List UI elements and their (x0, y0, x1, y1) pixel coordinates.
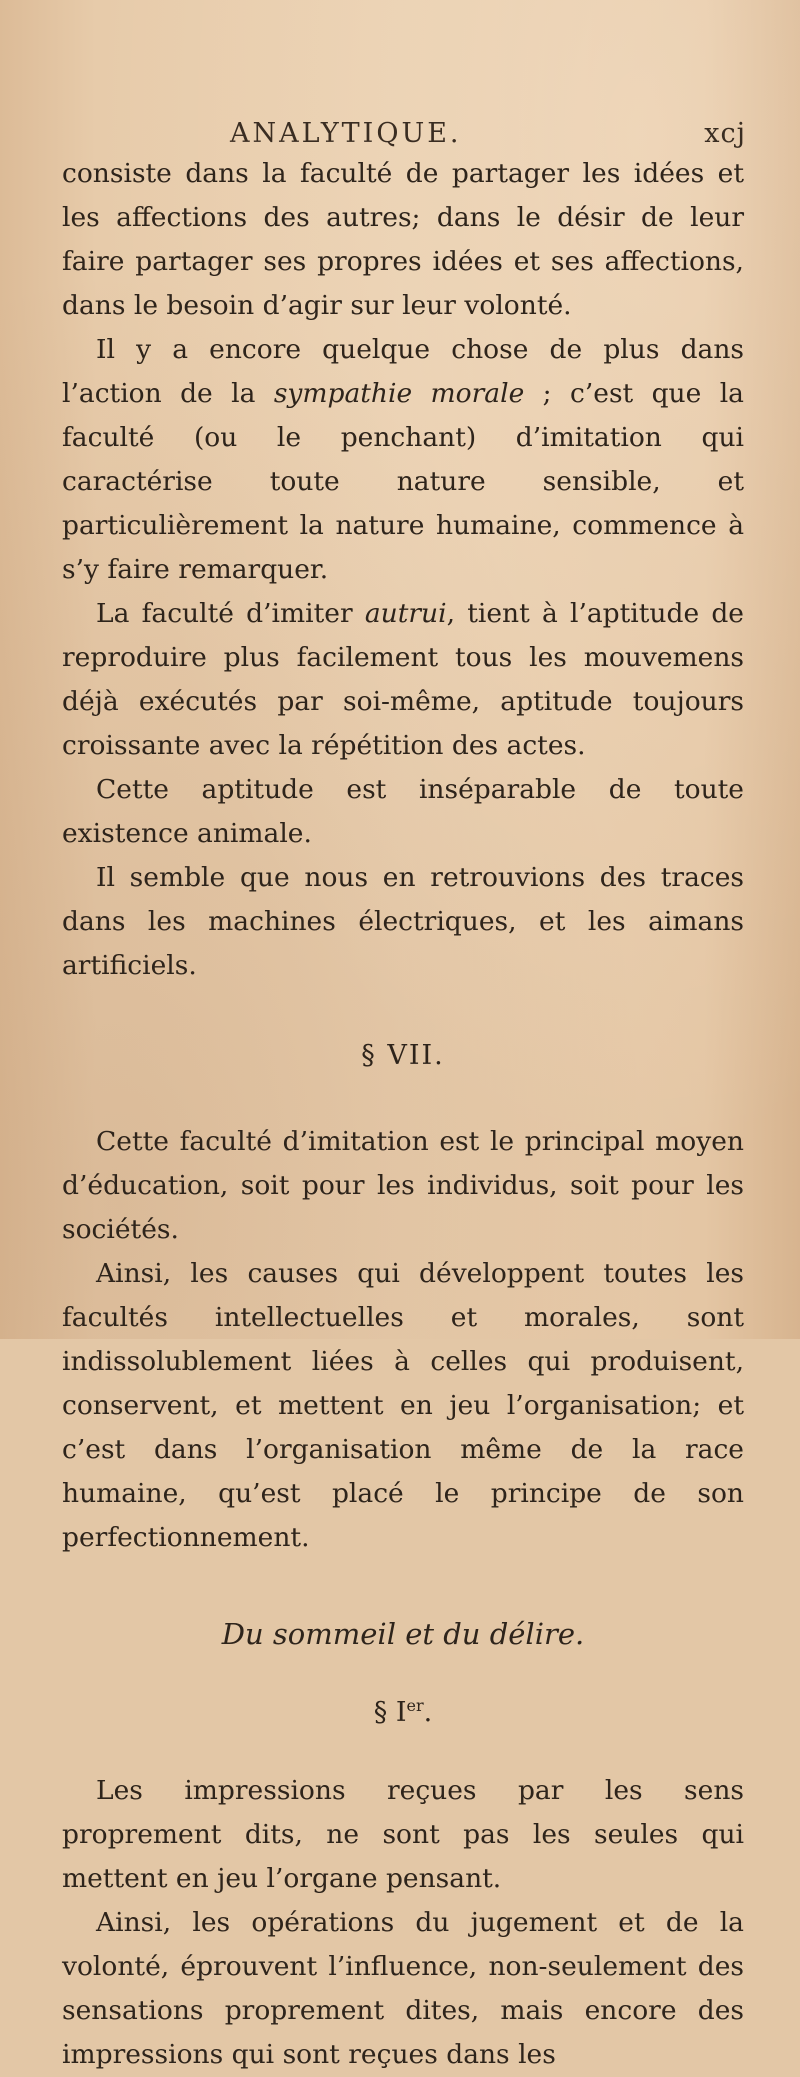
page-number: xcj (704, 118, 746, 149)
paragraph (62, 592, 744, 768)
section-mark: § I (373, 1697, 407, 1728)
section-heading-i (62, 1684, 744, 1735)
paragraph-text: Il y a encore quelque chose de plus dans l’action de la (62, 334, 744, 409)
italic-term: sympathie morale (273, 378, 525, 409)
paragraph (62, 328, 744, 592)
running-head: ANALYTIQUE. (230, 118, 462, 149)
section-heading-vii: § VII. (361, 1040, 445, 1071)
paragraph: Il semble que nous en retrouvions des traces dans les machines électriques, et les aimans artificiels. (62, 862, 744, 981)
section-dot: . (423, 1697, 433, 1728)
paragraph: Cette faculté d’imitation est le principal moyen d’éducation, soit pour les individus, soit pour les sociétés. (62, 1126, 744, 1245)
paragraph-text: ; c’est que la faculté (ou le penchant) d’imitation qui caractérise toute nature sensible, et particulièrement la nature humaine, commence à s’y faire remarquer. (62, 378, 744, 585)
body-text (62, 152, 744, 2077)
chapter-subtitle: Du sommeil et du délire. (221, 1617, 585, 1651)
paragraph: Les impressions reçues par les sens proprement dits, ne sont pas les seules qui mettent en jeu l’organe pensant. (62, 1775, 744, 1894)
paragraph: consiste dans la faculté de partager les idées et les affections des autres; dans le désir de leur faire partager ses propres idées et ses affections, dans le besoin d’agir sur leur volonté. (62, 158, 744, 321)
paragraph-text: , tient à l’aptitude de reproduire plus facilement tous les mouvemens déjà exécutés par soi-même, aptitude toujours croissante avec la répétition des actes. (62, 598, 744, 761)
paragraph-text: La faculté d’imiter (96, 598, 365, 629)
paragraph: Ainsi, les causes qui développent toutes les facultés intellectuelles et morales, sont indissolublement liées à celles qui produisent, conservent, et mettent en jeu l’organisation; et c’est dans l’organisation même de la race humaine, qu’est placé le principe de son perfectionnement. (62, 1258, 744, 1553)
paragraph: Cette aptitude est inséparable de toute existence animale. (62, 774, 744, 849)
section-superscript: er (406, 1696, 424, 1715)
paragraph: Ainsi, les opérations du jugement et de la volonté, éprouvent l’influence, non-seulement des sensations proprement dites, mais encore des impressions qui sont reçues dans les (62, 1907, 744, 2070)
italic-term: autrui (364, 598, 447, 629)
